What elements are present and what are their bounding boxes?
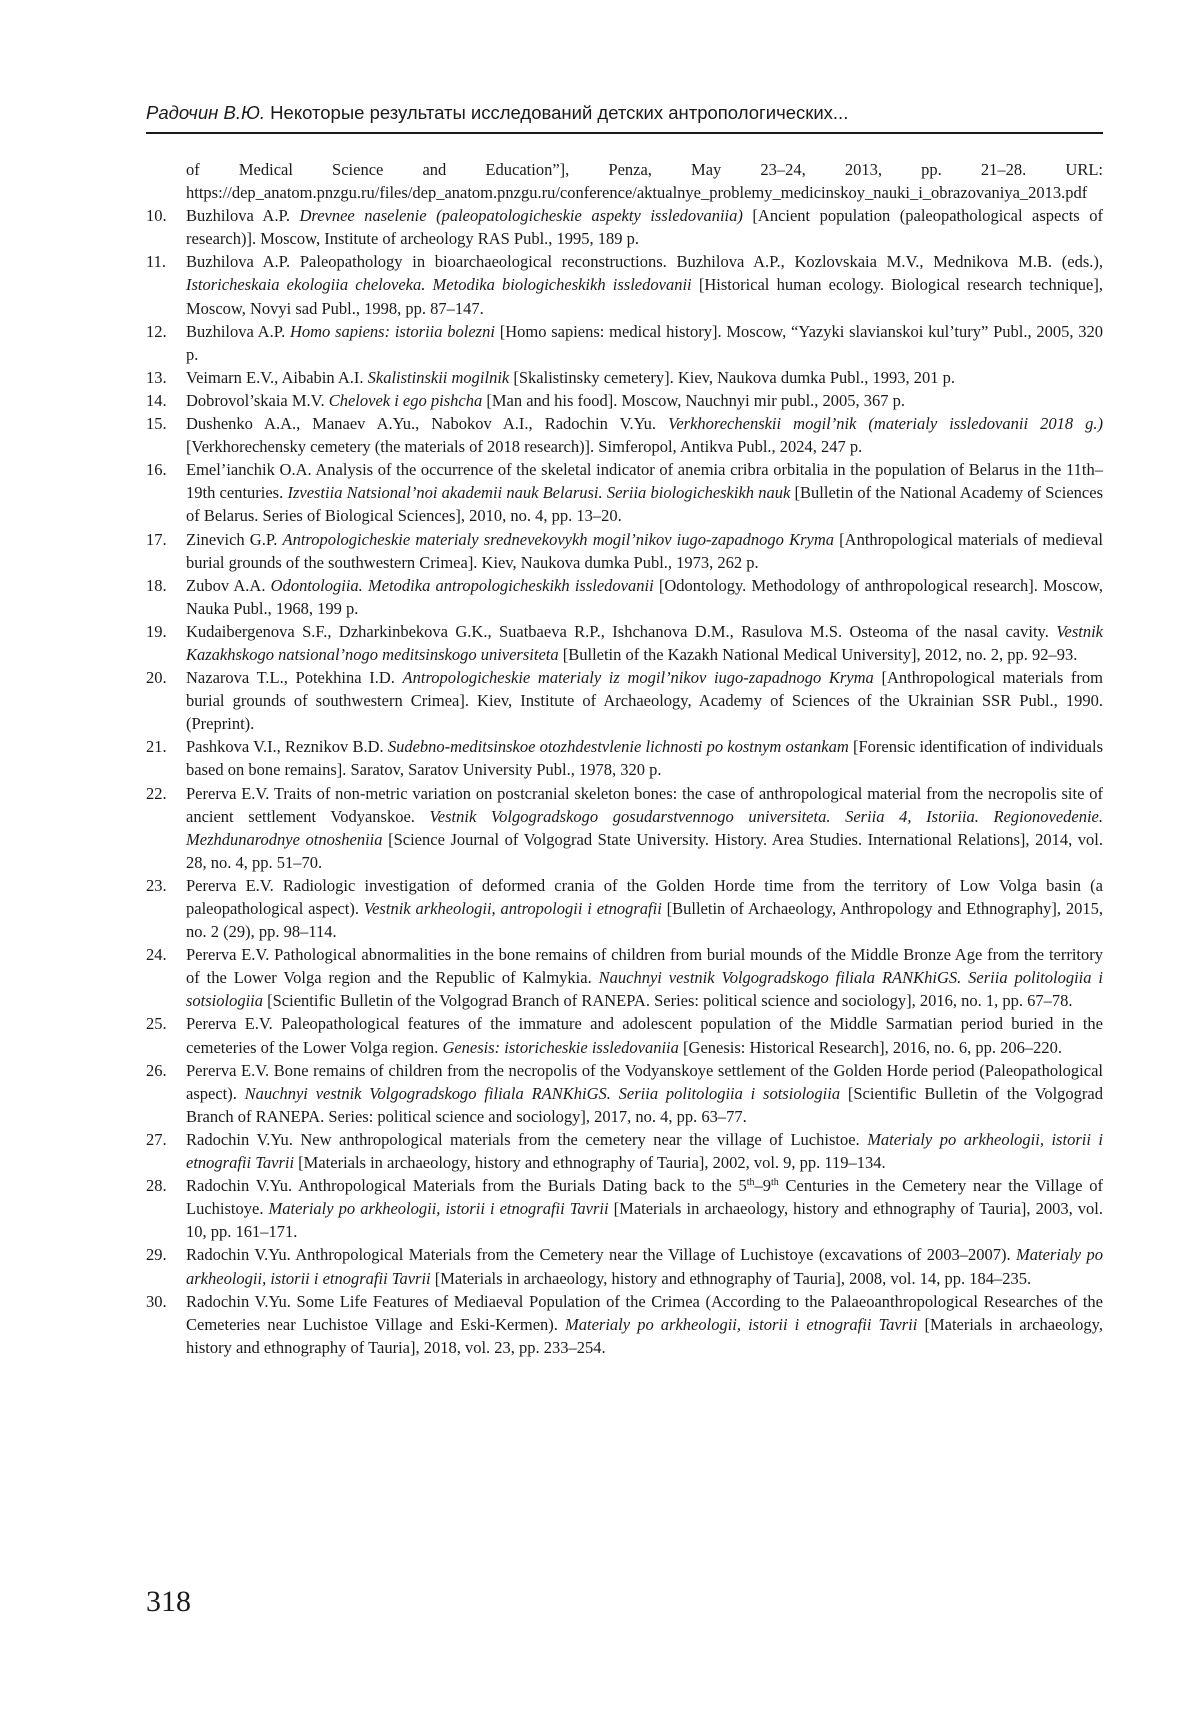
reference-item <box>146 735 1103 781</box>
reference-text-segment: Zinevich G.P. <box>186 529 283 549</box>
reference-number: 27. <box>146 1129 167 1149</box>
reference-number: 22. <box>146 783 167 803</box>
reference-text <box>186 366 1103 389</box>
superscript: th <box>746 1177 755 1189</box>
reference-item <box>146 366 1103 389</box>
reference-text-segment: Buzhilova A.P. <box>186 206 300 226</box>
running-header-title: Некоторые результаты исследований детских антропологических... <box>265 102 849 123</box>
reference-text <box>186 1012 1103 1058</box>
reference-item <box>146 620 1103 666</box>
reference-item <box>146 1012 1103 1058</box>
reference-number: 11. <box>146 252 167 272</box>
reference-item <box>146 943 1103 1012</box>
reference-text-segment: Centuries in the Cemetery near the Village of Luchistoye. <box>186 1176 1103 1219</box>
reference-source-title: Materialy po arkheologii, istorii i etnografii Tavrii <box>268 1199 609 1219</box>
reference-text-segment: [Anthropological materials from burial grounds of southwestern Crimea]. Kiev, Institute of Archaeology, Academy of Sciences of the Ukrainian SSR Publ., 1990. (Preprint). <box>186 668 1103 734</box>
reference-text <box>186 1243 1103 1289</box>
reference-source-title: Odontologiia. Metodika antropologicheskikh issledovanii <box>270 575 654 595</box>
reference-number: 15. <box>146 414 167 434</box>
reference-text <box>186 458 1103 527</box>
reference-text-segment: Zubov A.A. <box>186 575 271 595</box>
reference-text-segment: Buzhilova A.P. <box>186 321 290 341</box>
reference-source-title: Antropologicheskie materialy iz mogil’nikov iugo-zapadnogo Kryma <box>402 668 874 688</box>
reference-source-title: Materialy po arkheologii, istorii i etnografii Tavrii <box>186 1245 1103 1288</box>
running-header-author: Радочин В.Ю. <box>146 102 266 123</box>
reference-text-segment: [Science Journal of Volgograd State University. History. Area Studies. International Relations], 2014, vol. 28, no. 4, pp. 51–70. <box>186 829 1103 872</box>
reference-text-segment: [Bulletin of the Kazakh National Medical University], 2012, no. 2, pp. 92–93. <box>558 644 1078 664</box>
reference-text <box>186 412 1103 458</box>
reference-number: 23. <box>146 875 167 895</box>
reference-number: 24. <box>146 945 167 965</box>
reference-text <box>186 574 1103 620</box>
reference-text-segment: [Materials in archaeology, history and ethnography of Tauria], 2003, vol. 10, pp. 161–171. <box>186 1199 1103 1242</box>
reference-text-segment: [Genesis: Historical Research], 2016, no. 6, pp. 206–220. <box>678 1037 1062 1057</box>
reference-source-title: Sudebno-meditsinskoe otozhdestvlenie lichnosti po kostnym ostankam <box>387 737 849 757</box>
reference-text <box>186 389 1103 412</box>
reference-source-title: Drevnee naselenie (paleopatologicheskie aspekty issledovaniia) <box>299 206 743 226</box>
reference-number: 13. <box>146 367 167 387</box>
reference-text-segment: [Scientific Bulletin of the Volgograd Branch of RANEPA. Series: political science and sociology], 2016, no. 1, pp. 67–78. <box>263 991 1073 1011</box>
reference-item <box>146 874 1103 943</box>
reference-text <box>186 620 1103 666</box>
reference-number: 26. <box>146 1060 167 1080</box>
reference-item <box>146 458 1103 527</box>
reference-text-segment: [Man and his food]. Moscow, Nauchnyi mir publ., 2005, 367 p. <box>482 390 906 410</box>
reference-number: 10. <box>146 206 167 226</box>
reference-text <box>186 1059 1103 1128</box>
reference-number: 19. <box>146 621 167 641</box>
reference-text-segment: Pashkova V.I., Reznikov B.D. <box>186 737 388 757</box>
reference-text-segment: Pererva E.V. Paleopathological features of the immature and adolescent population of the Middle Sarmatian period buried in the cemeteries of the Lower Volga region. <box>186 1014 1103 1057</box>
reference-item <box>146 204 1103 250</box>
reference-item <box>146 1290 1103 1359</box>
reference-source-title: Genesis: istoricheskie issledovaniia <box>442 1037 679 1057</box>
reference-text-segment: [Verkhorechensky cemetery (the materials of 2018 research)]. Simferopol, Antikva Publ., 2024, 247 p. <box>186 437 863 457</box>
reference-text-segment: –9 <box>754 1176 771 1196</box>
reference-source-title: Materialy po arkheologii, istorii i etnografii Tavrii <box>565 1314 918 1334</box>
reference-number: 14. <box>146 390 167 410</box>
reference-text-segment: [Bulletin of Archaeology, Anthropology and Ethnography], 2015, no. 2 (29), pp. 98–114. <box>186 899 1104 942</box>
superscript: th <box>770 1177 779 1189</box>
reference-source-title: Antropologicheskie materialy srednevekovykh mogil’nikov iugo-zapadnogo Kryma <box>282 529 834 549</box>
reference-item <box>146 389 1103 412</box>
reference-text-segment: Veimarn E.V., Aibabin A.I. <box>186 367 368 387</box>
reference-number: 20. <box>146 668 167 688</box>
reference-text-segment: [Ancient population (paleopathological aspects of research)]. Moscow, Institute of archeology RAS Publ., 1995, 189 p. <box>186 206 1103 249</box>
reference-text-segment: Buzhilova A.P. Paleopathology in bioarchaeological reconstructions. Buzhilova A.P., Kozlovskaia M.V., Mednikova M.B. (eds.), <box>186 252 1103 272</box>
reference-list <box>146 158 1103 1359</box>
reference-text <box>186 1290 1103 1359</box>
reference-text <box>186 1128 1103 1174</box>
reference-text <box>186 158 1103 204</box>
reference-text-segment: [Historical human ecology. Biological research technique], Moscow, Novyi sad Publ., 1998, pp. 87–147. <box>186 275 1103 318</box>
reference-text-segment: Pererva E.V. Traits of non-metric variation on postcranial skeleton bones: the case of anthropological material from the necropolis site of ancient settlement Vodyanskoe. <box>186 783 1103 826</box>
reference-text <box>186 735 1103 781</box>
reference-source-title: Skalistinskii mogilnik <box>367 367 510 387</box>
reference-source-title: Nauchnyi vestnik Volgogradskogo filiala RANKhiGS. Seriia politologiia i sotsiologiia <box>244 1083 841 1103</box>
reference-text-segment: [Materials in archaeology, history and ethnography of Tauria], 2008, vol. 14, pp. 184–235. <box>430 1268 1032 1288</box>
reference-text-segment: Radochin V.Yu. Some Life Features of Mediaeval Population of the Crimea (According to the Palaeoanthropological Researches of the Cemeteries near Luchistoe Village and Eski-Kermen). <box>186 1291 1103 1334</box>
reference-item <box>146 1059 1103 1128</box>
reference-item <box>146 1243 1103 1289</box>
reference-text-segment: Dushenko A.A., Manaev A.Yu., Nabokov A.I., Radochin V.Yu. <box>186 414 669 434</box>
reference-text-segment: Pererva E.V. Pathological abnormalities in the bone remains of children from burial mounds of the Middle Bronze Age from the territory of the Lower Volga region and the Republic of Kalmykia. <box>186 945 1103 988</box>
reference-item <box>146 1128 1103 1174</box>
reference-text-segment: [Materials in archaeology, history and ethnography of Tauria], 2018, vol. 23, pp. 233–254. <box>186 1314 1103 1357</box>
reference-item <box>146 782 1103 874</box>
reference-text-segment: [Forensic identification of individuals based on bone remains]. Saratov, Saratov University Publ., 1978, 320 p. <box>186 737 1103 780</box>
reference-source-title: Vestnik arkheologii, antropologii i etnografii <box>363 899 662 918</box>
reference-text-segment: [Materials in archaeology, history and ethnography of Tauria], 2002, vol. 9, pp. 119–134. <box>294 1153 886 1173</box>
header-divider <box>146 132 1103 134</box>
reference-item <box>146 666 1103 735</box>
reference-text-segment: Radochin V.Yu. New anthropological materials from the cemetery near the village of Luchistoe. <box>186 1129 868 1149</box>
reference-number: 21. <box>146 737 167 757</box>
reference-text-segment: Kudaibergenova S.F., Dzharkinbekova G.K., Suatbaeva R.P., Ishchanova D.M., Rasulova M.S. Osteoma of the nasal cavity. <box>186 621 1057 641</box>
reference-text-segment: Pererva E.V. Radiologic investigation of deformed crania of the Golden Horde time from the territory of Low Volga basin (a paleopathological aspect). <box>186 875 1103 918</box>
reference-text-segment: [Odontology. Methodology of anthropological research]. Moscow, Nauka Publ., 1968, 199 p. <box>186 575 1103 618</box>
reference-text <box>186 320 1103 366</box>
reference-source-title: Homo sapiens: istoriia bolezni <box>289 321 495 341</box>
reference-number: 29. <box>146 1245 167 1265</box>
reference-item <box>146 412 1103 458</box>
reference-source-title: Materialy po arkheologii, istorii i etnografii Tavrii <box>186 1129 1103 1173</box>
reference-number: 25. <box>146 1014 167 1034</box>
reference-item <box>146 1174 1103 1243</box>
reference-item <box>146 528 1103 574</box>
reference-number: 18. <box>146 575 167 595</box>
reference-source-title: Vestnik Kazakhskogo natsional’nogo meditsinskogo universiteta <box>186 621 1103 664</box>
reference-continuation <box>146 158 1103 204</box>
reference-text <box>186 528 1103 574</box>
reference-text-segment: [Scientific Bulletin of the Volgograd Branch of RANEPA. Series: political science and sociology], 2017, no. 4, pp. 63–77. <box>186 1083 1104 1126</box>
reference-text <box>186 874 1103 943</box>
reference-source-title: Istoricheskaia ekologiia cheloveka. Metodika biologicheskikh issledovanii <box>186 275 692 295</box>
reference-text-segment: Radochin V.Yu. Anthropological Materials from the Cemetery near the Village of Luchistoye (excavations of 2003–2007). <box>186 1245 1017 1265</box>
reference-text <box>186 1174 1103 1243</box>
reference-source-title: Vestnik Volgogradskogo gosudarstvennogo universiteta. Seriia 4, Istoriia. Regionovedenie. Mezhdunarodnye otnosheniia <box>186 806 1103 849</box>
reference-item <box>146 574 1103 620</box>
reference-text-segment: Nazarova T.L., Potekhina I.D. <box>186 668 403 688</box>
reference-item <box>146 320 1103 366</box>
page-number: 318 <box>146 1585 191 1618</box>
reference-source-title: Verkhorechenskii mogil’nik (materialy issledovanii 2018 g.) <box>668 414 1103 434</box>
reference-text-segment: Dobrovol’skaia M.V. <box>186 390 329 410</box>
reference-text-segment: of Medical Science and Education”], Penza, May 23–24, 2013, pp. 21–28. URL: https://dep_anatom.pnzgu.ru/files/dep_anatom.pnzgu.ru/conference/aktualnye_problemy_medicinskoy_nauki_i_obrazovaniya_2013.pdf <box>186 160 1103 203</box>
reference-source-title: Chelovek i ego pishcha <box>328 390 483 410</box>
reference-text-segment: [Bulletin of the National Academy of Sciences of Belarus. Series of Biological Sciences], 2010, no. 4, pp. 13–20. <box>186 483 1103 526</box>
reference-item <box>146 250 1103 319</box>
reference-text-segment: Pererva E.V. Bone remains of children from the necropolis of the Vodyanskoye settlement of the Golden Horde period (Paleopathological aspect). <box>186 1060 1103 1103</box>
reference-text-segment: Emel’ianchik O.A. Analysis of the occurrence of the skeletal indicator of anemia cribra orbitalia in the population of Belarus in the 11th–19th centuries. <box>186 460 1103 503</box>
reference-number: 12. <box>146 321 167 341</box>
reference-number: 28. <box>146 1176 167 1196</box>
reference-number: 16. <box>146 460 167 480</box>
reference-text-segment: [Homo sapiens: medical history]. Moscow, “Yazyki slavianskoi kul’tury” Publ., 2005, 320 p. <box>186 321 1103 364</box>
reference-source-title: Nauchnyi vestnik Volgogradskogo filiala RANKhiGS. Seriia politologiia i sotsiologiia <box>186 968 1103 1011</box>
reference-text-segment: [Skalistinsky cemetery]. Kiev, Naukova dumka Publ., 1993, 201 p. <box>509 367 955 387</box>
reference-number: 17. <box>146 529 167 549</box>
reference-text <box>186 666 1103 735</box>
reference-text-segment: [Anthropological materials of medieval burial grounds of the southwestern Crimea]. Kiev, Naukova dumka Publ., 1973, 262 p. <box>186 529 1103 572</box>
reference-text <box>186 204 1103 250</box>
reference-text <box>186 250 1103 319</box>
reference-number: 30. <box>146 1291 167 1311</box>
reference-source-title: Izvestiia Natsional’noi akademii nauk Belarusi. Seriia biologicheskikh nauk <box>287 483 791 503</box>
reference-text <box>186 943 1103 1012</box>
reference-text-segment: Radochin V.Yu. Anthropological Materials from the Burials Dating back to the 5 <box>186 1176 747 1196</box>
running-header <box>146 98 1103 128</box>
reference-text <box>186 782 1103 874</box>
